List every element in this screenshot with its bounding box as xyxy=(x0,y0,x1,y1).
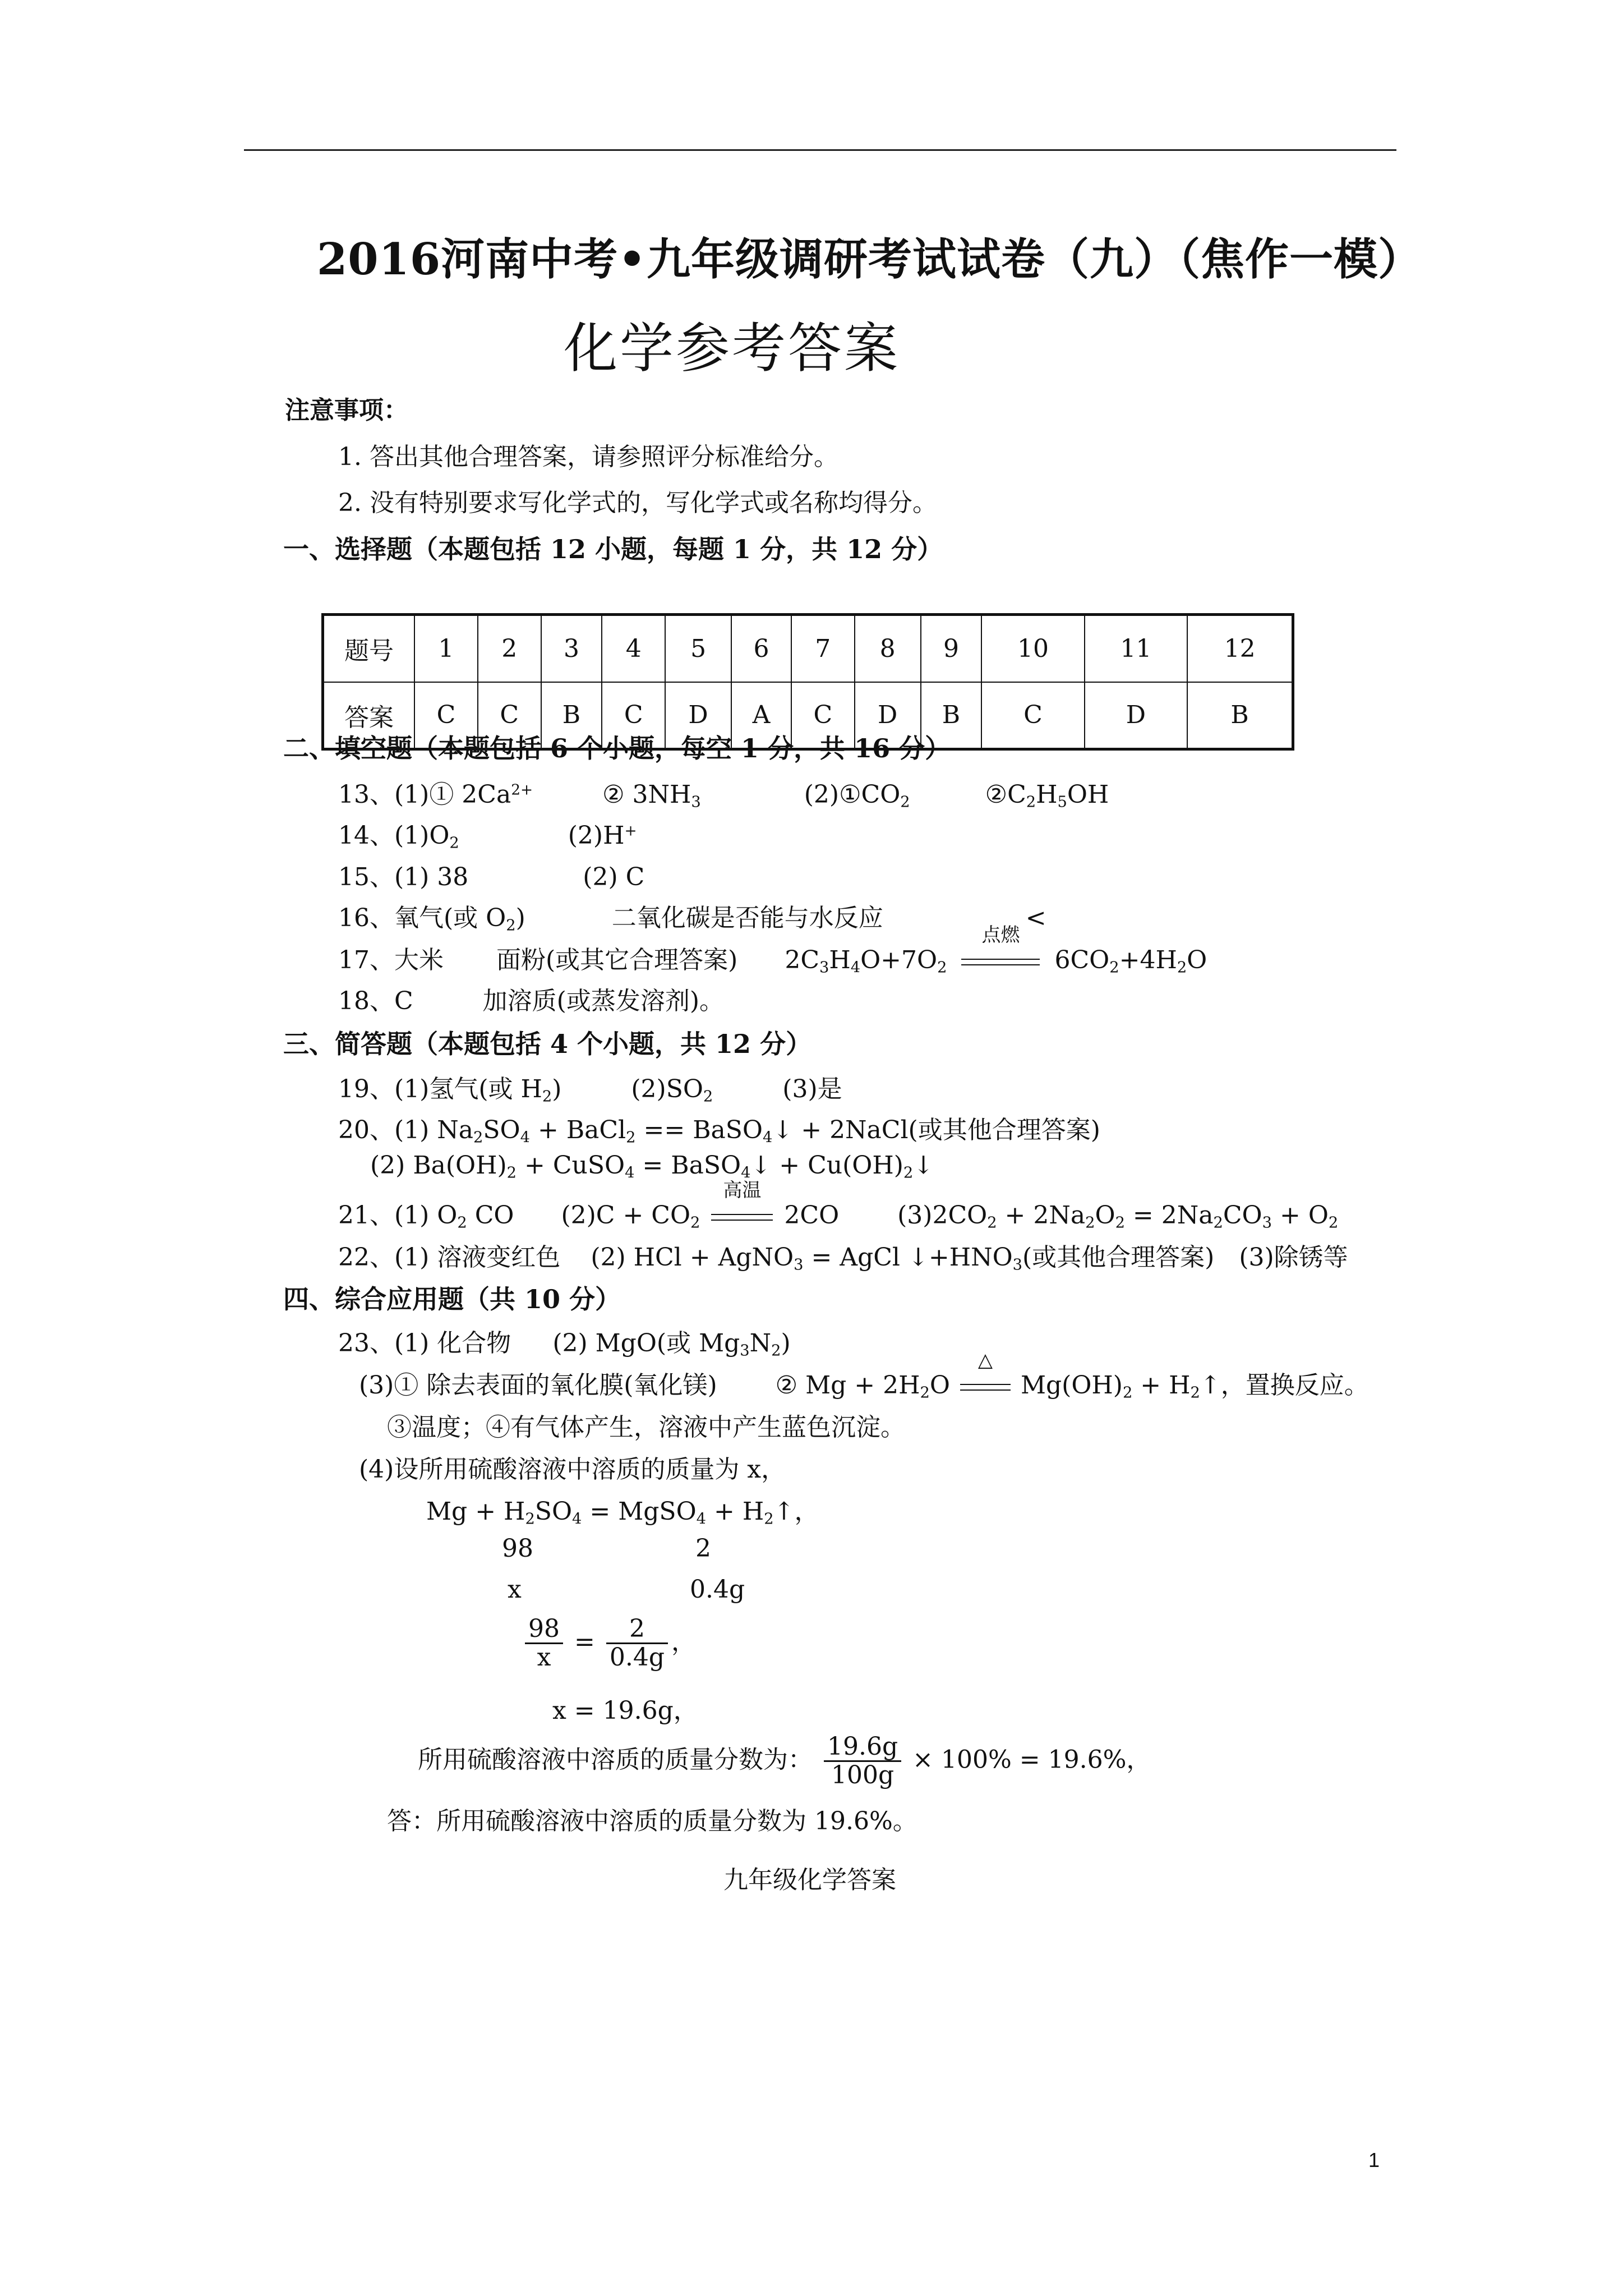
notice-item-2: 2. 没有特别要求写化学式的，写化学式或名称均得分。 xyxy=(338,489,937,517)
notice-heading: 注意事项： xyxy=(285,396,408,425)
answer-20-2: (2) $Ba(OH)_2$ + CuSO$_4$ = BaSO$_4$↓ + $Cu(OH)_2↓$ xyxy=(370,1151,934,1182)
table-cell: C xyxy=(414,682,478,749)
table-cell: 1 xyxy=(414,615,478,682)
table-cell: B xyxy=(541,682,602,749)
row-label-number: 题号 xyxy=(323,615,415,682)
ratio-x: x xyxy=(508,1575,522,1604)
row-label-answer: 答案 xyxy=(323,682,415,749)
section2-heading: 二、填空题（本题包括 6 个小题，每空 1 分，共 16 分） xyxy=(283,733,951,763)
table-cell: 5 xyxy=(665,615,731,682)
table-cell: 2 xyxy=(478,615,541,682)
fraction-2-0-4g: $\frac{2}{0.4g}$ xyxy=(606,1616,668,1672)
final-answer: 答：所用硫酸溶液中溶质的质量分数为 19.6%。 xyxy=(387,1807,917,1835)
table-cell: D xyxy=(1085,682,1187,749)
document-subtitle: 化学参考答案 xyxy=(564,317,900,380)
table-cell: 7 xyxy=(791,615,855,682)
result-x: x = 19.6g， xyxy=(552,1696,698,1725)
section4-heading: 四、综合应用题（共 10 分） xyxy=(283,1284,621,1314)
answer-23-3: (3)① 除去表面的氧化膜(氧化镁) ② $Mg + 2H_2O$ △ $Mg(OH)_2$ + $H_2↑$，置换反应。 xyxy=(359,1349,1369,1402)
table-cell: D xyxy=(855,682,921,749)
answer-23-4: (4)设所用硫酸溶液中溶质的质量为 x， xyxy=(359,1455,786,1484)
page-footer: 九年级化学答案 xyxy=(723,1866,896,1894)
table-cell: C xyxy=(478,682,541,749)
header-rule xyxy=(244,149,1396,151)
answer-22: 22、(1) 溶液变红色 (2) HCl + AgNO$_3$ = AgCl $↓+HNO_3$(或其他合理答案) (3)除锈等 xyxy=(338,1243,1348,1274)
answer-20-1: 20、(1) $Na_2SO_4$ + BaCl$_2$ == BaSO$_4$↓ + 2NaCl(或其他合理答案) xyxy=(338,1116,1100,1147)
section3-heading: 三、简答题（本题包括 4 个小题，共 12 分） xyxy=(283,1029,812,1059)
answer-16: 16、氧气(或 $O_2$) 二氧化碳是否能与水反应 < xyxy=(338,904,1046,935)
answer-17: 17、大米 面粉(或其它合理答案) $2C_3H_4O+7O_2$ 点燃 $6CO_2+4H_2O$ xyxy=(338,924,1207,977)
reaction-arrow: 高温 xyxy=(711,1201,773,1230)
answer-23-3b: ③温度；④有气体产生，溶液中产生蓝色沉淀。 xyxy=(387,1413,905,1442)
table-cell: 10 xyxy=(981,615,1084,682)
answer-19: 19、(1)氢气(或 $H_2$) $(2)SO_2$ (3)是 xyxy=(338,1075,842,1106)
table-cell: 12 xyxy=(1187,615,1293,682)
ratio-2: 2 xyxy=(695,1534,711,1563)
answer-23-1: 23、(1) 化合物 (2) MgO(或 $Mg_3N_2$) xyxy=(338,1329,791,1360)
table-cell: 11 xyxy=(1085,615,1187,682)
reaction-arrow: 点燃 xyxy=(961,946,1040,974)
table-cell: B xyxy=(1187,682,1293,749)
table-cell: C xyxy=(791,682,855,749)
table-cell: C xyxy=(602,682,665,749)
table-cell: 6 xyxy=(731,615,791,682)
document-title: 2016河南中考•九年级调研考试试卷（九）（焦作一模） xyxy=(317,234,1422,285)
ratio-98: 98 xyxy=(502,1534,533,1563)
table-cell: A xyxy=(731,682,791,749)
table-cell: B xyxy=(921,682,982,749)
table-cell: 4 xyxy=(602,615,665,682)
answer-14: 14、$(1)O_2$ (2)H+ xyxy=(338,821,637,852)
equation-mg-h2so4: $Mg + H_2SO_4$ = MgSO$_4$ + $H_2↑$， xyxy=(426,1497,819,1528)
table-cell: 3 xyxy=(541,615,602,682)
answer-18: 18、C 加溶质(或蒸发溶剂)。 xyxy=(338,987,724,1015)
answer-21: 21、(1) $O_2$ CO $(2)C + CO_2$ 高温 2CO $(3)2CO_2 + 2Na_2O_2 = 2Na_2CO_3 + O_2$ xyxy=(338,1179,1339,1232)
ratio-0-4g: 0.4g xyxy=(690,1575,745,1604)
table-row-numbers xyxy=(323,615,1293,682)
fraction-19-6g-100g: $\frac{19.6g}{100g}$ xyxy=(824,1733,901,1789)
answer-15: 15、(1) 38 (2) C xyxy=(338,863,645,891)
mass-fraction-line: 所用硫酸溶液中溶质的质量分数为： $\frac{19.6g}{100g}$ × 100% = 19.6%， xyxy=(418,1732,1151,1790)
table-cell: C xyxy=(981,682,1084,749)
section1-heading: 一、选择题（本题包括 12 小题，每题 1 分，共 12 分） xyxy=(283,534,943,564)
page-number: 1 xyxy=(1368,2148,1380,2171)
proportion-equation: $\frac{98}{x}$ = $\frac{2}{0.4g}$ ， xyxy=(522,1616,696,1672)
table-cell: 9 xyxy=(921,615,982,682)
notice-item-1: 1. 答出其他合理答案，请参照评分标准给分。 xyxy=(338,443,838,471)
answer-13: 13、(1)① $2Ca^{2+}$ ② $3NH_3$ $(2)①CO_2$ $②C_2H_5OH$ xyxy=(338,780,1109,811)
table-cell: 8 xyxy=(855,615,921,682)
table-cell: D xyxy=(665,682,731,749)
heat-arrow: △ xyxy=(960,1371,1011,1400)
fraction-98-x: $\frac{98}{x}$ xyxy=(525,1616,563,1672)
